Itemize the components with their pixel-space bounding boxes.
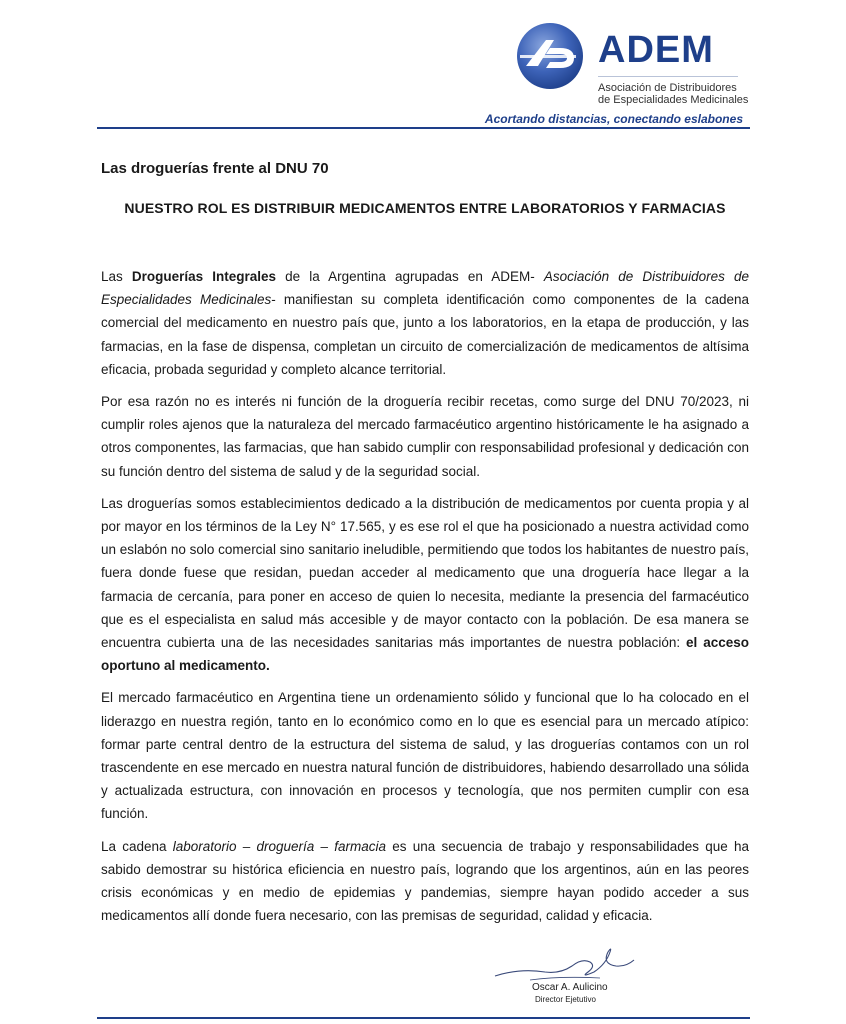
paragraph xyxy=(101,835,749,928)
text-run-bold: Droguerías Integrales xyxy=(131,269,277,284)
text-run: es una secuencia de trabajo y responsabilidades que ha sabido demostrar su histórica eficiencia en nuestro país, logrando que los argentinos, aún en las peores crisis económicas y en medio de epidemias y pandemias, siempre hayan podido acceder a sus medicamentos allí donde fuera necesario, con las premisas de seguridad, calidad y eficacia. xyxy=(101,838,749,924)
signatory-name: Oscar A. Aulicino xyxy=(532,982,608,993)
text-run-italic: laboratorio – droguería – farmacia xyxy=(172,838,386,854)
letterhead xyxy=(0,0,846,135)
text-run: Las droguerías somos establecimientos dedicado a la distribución de medicamentos por cuenta propia y al por mayor en los términos de la Ley N° 17.565, y es ese rol el que ha posicionado a nuestra actividad como un eslabón no solo comercial sino sanitario ineludible, permitiendo que todos los habitantes de nuestro país, fuera donde fuese que residan, puedan acceder al medicamento que una droguería hace llegar a la farmacia de cercanía, para poner en acceso de quien lo necesita, mediante la presencia del farmacéutico que es el especialista en salud más accesible y de mayor contacto con la población. De esa manera se encuentra cubierta una de las necesidades sanitarias más importantes de nuestra población: xyxy=(101,495,749,651)
logo-subtitle xyxy=(598,82,758,106)
paragraph: Por esa razón no es interés ni función de la droguería recibir recetas, como surge del DNU 70/2023, ni cumplir roles ajenos que la naturaleza del mercado farmacéutico argentino históricamente le ha asignado a otros componentes, las farmacias, que han sabido cumplir con responsabilidad profesional y dedicación con su función dentro del sistema de salud y de la seguridad social. xyxy=(101,394,749,479)
paragraph: El mercado farmacéutico en Argentina tiene un ordenamiento sólido y funcional que lo ha colocado en el liderazgo en nuestra región, tanto en lo económico como en lo que es esencial para un mercado atípico: formar parte central dentro de la estructura del sistema de salud, y las droguerías contamos con un rol trascendente en ese mercado en nuestra natural función de distribuidores, habiendo desarrollado una sólida y actualizada estructura, con innovación en procesos y tecnología, que nos permiten cumplir con esa función. xyxy=(101,690,749,822)
text-run-bold: el acceso oportuno al medicamento. xyxy=(101,635,750,674)
text-run-italic: Asociación de Distribuidores de Especialidades Medicinales xyxy=(101,269,749,308)
adem-logo-icon xyxy=(516,22,584,90)
text-run: de la Argentina agrupadas en ADEM- xyxy=(276,269,544,284)
header-rule xyxy=(97,127,750,129)
logo-subtitle-line: Asociación de Distribuidores xyxy=(598,82,737,94)
tagline: Acortando distancias, conectando eslabones xyxy=(484,112,743,126)
logo-subtitle-line: de Especialidades Medicinales xyxy=(598,94,749,106)
text-run: La cadena xyxy=(101,838,173,854)
footer-rule xyxy=(97,1017,750,1019)
logo-wordmark: ADEM xyxy=(598,29,714,71)
document-title: Las droguerías frente al DNU 70 xyxy=(101,160,329,177)
document-heading: NUESTRO ROL ES DISTRIBUIR MEDICAMENTOS ENTRE LABORATORIOS Y FARMACIAS xyxy=(124,200,726,216)
text-run: - manifiestan su completa identificación como componentes de la cadena comercial del medicamento en nuestro país que, junto a los laboratorios, en la etapa de producción, y las farmacias, en la fase de dispensa, completan un circuito de comercialización de medicamentos de altísima eficacia, probada seguridad y completo alcance territorial. xyxy=(101,292,749,377)
logo-divider xyxy=(598,76,738,77)
signatory-role: Director Ejetutivo xyxy=(535,995,596,1004)
letter-body xyxy=(101,150,749,927)
paragraph xyxy=(101,265,749,381)
text-run: Las xyxy=(101,269,132,284)
paragraph xyxy=(101,492,749,678)
